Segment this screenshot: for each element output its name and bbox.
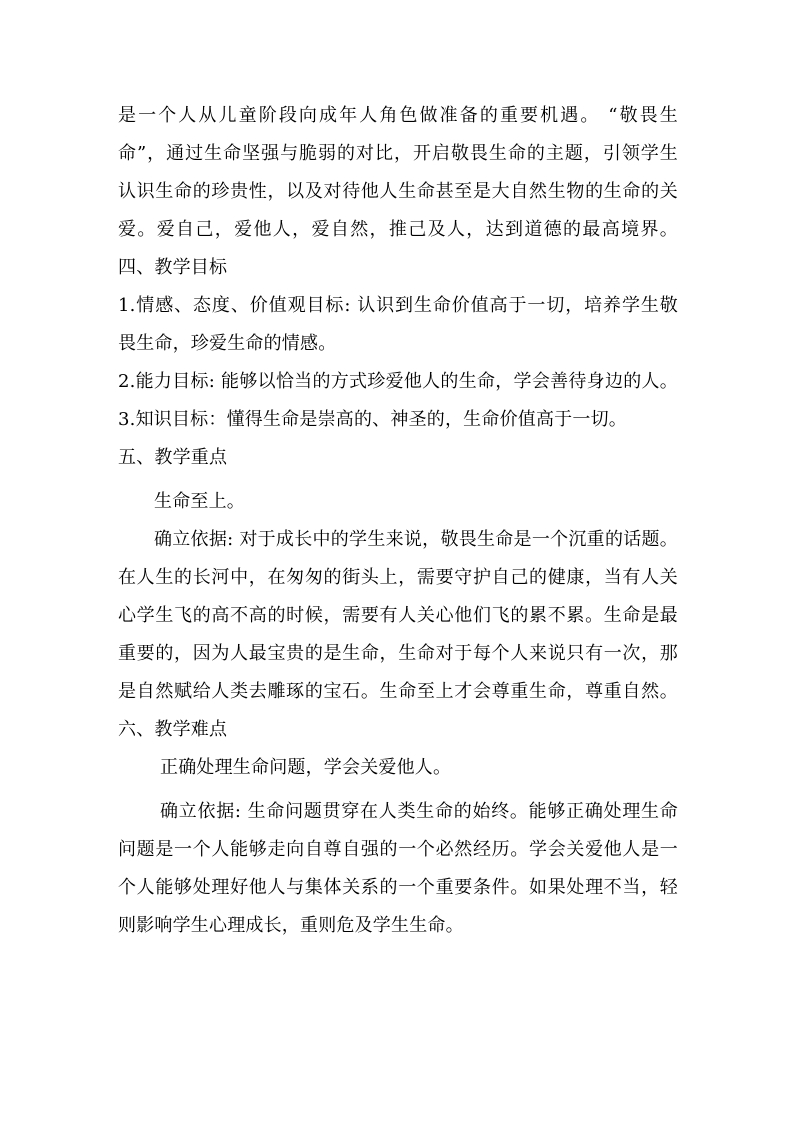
- section-heading-objectives: 四、教学目标: [118, 257, 228, 278]
- key-point-text: 生命至上。: [154, 491, 245, 512]
- paragraph-line: 重要的，因为人最宝贵的是生命，生命对于每个人来说只有一次，那: [118, 643, 678, 664]
- objective-item-2: 2.能力目标: 能够以恰当的方式珍爱他人的生命，学会善待身边的人。: [118, 371, 678, 392]
- difficulty-text: 正确处理生命问题，学会关爱他人。: [160, 757, 452, 778]
- paragraph-line: 在人生的长河中，在匆匆的街头上，需要守护自己的健康，当有人关: [118, 567, 678, 588]
- paragraph-line: 个人能够处理好他人与集体关系的一个重要条件。如果处理不当，轻: [118, 877, 678, 898]
- objective-item-1-cont: 畏生命，珍爱生命的情感。: [118, 333, 337, 354]
- objective-item-3: 3.知识目标：懂得生命是崇高的、神圣的，生命价值高于一切。: [118, 409, 627, 430]
- paragraph-line: 心学生飞的高不高的时候，需要有人关心他们飞的累不累。生命是最: [118, 605, 678, 626]
- paragraph-line: 是自然赋给人类去雕琢的宝石。生命至上才会尊重生命，尊重自然。: [118, 681, 678, 702]
- paragraph-line: 是一个人从儿童阶段向成年人角色做准备的重要机遇。 “敬畏生: [118, 105, 678, 126]
- paragraph-line: 问题是一个人能够走向自尊自强的一个必然经历。学会关爱他人是一: [118, 839, 678, 860]
- paragraph-line: 爱。爱自己，爱他人，爱自然，推己及人，达到道德的最高境界。: [118, 219, 678, 240]
- section-heading-difficulties: 六、教学难点: [118, 719, 228, 740]
- paragraph-line: 确立依据: 对于成长中的学生来说，敬畏生命是一个沉重的话题。: [154, 529, 678, 550]
- section-heading-key-points: 五、教学重点: [118, 447, 228, 468]
- paragraph-line: 则影响学生心理成长，重则危及学生生命。: [118, 915, 464, 936]
- paragraph-line: 确立依据: 生命问题贯穿在人类生命的始终。能够正确处理生命: [160, 801, 678, 822]
- paragraph-line: 命”，通过生命坚强与脆弱的对比，开启敬畏生命的主题，引领学生: [118, 143, 678, 164]
- paragraph-line: 认识生命的珍贵性，以及对待他人生命甚至是大自然生物的生命的关: [118, 181, 678, 202]
- objective-item-1: 1.情感、态度、价值观目标: 认识到生命价值高于一切，培养学生敬: [118, 295, 678, 316]
